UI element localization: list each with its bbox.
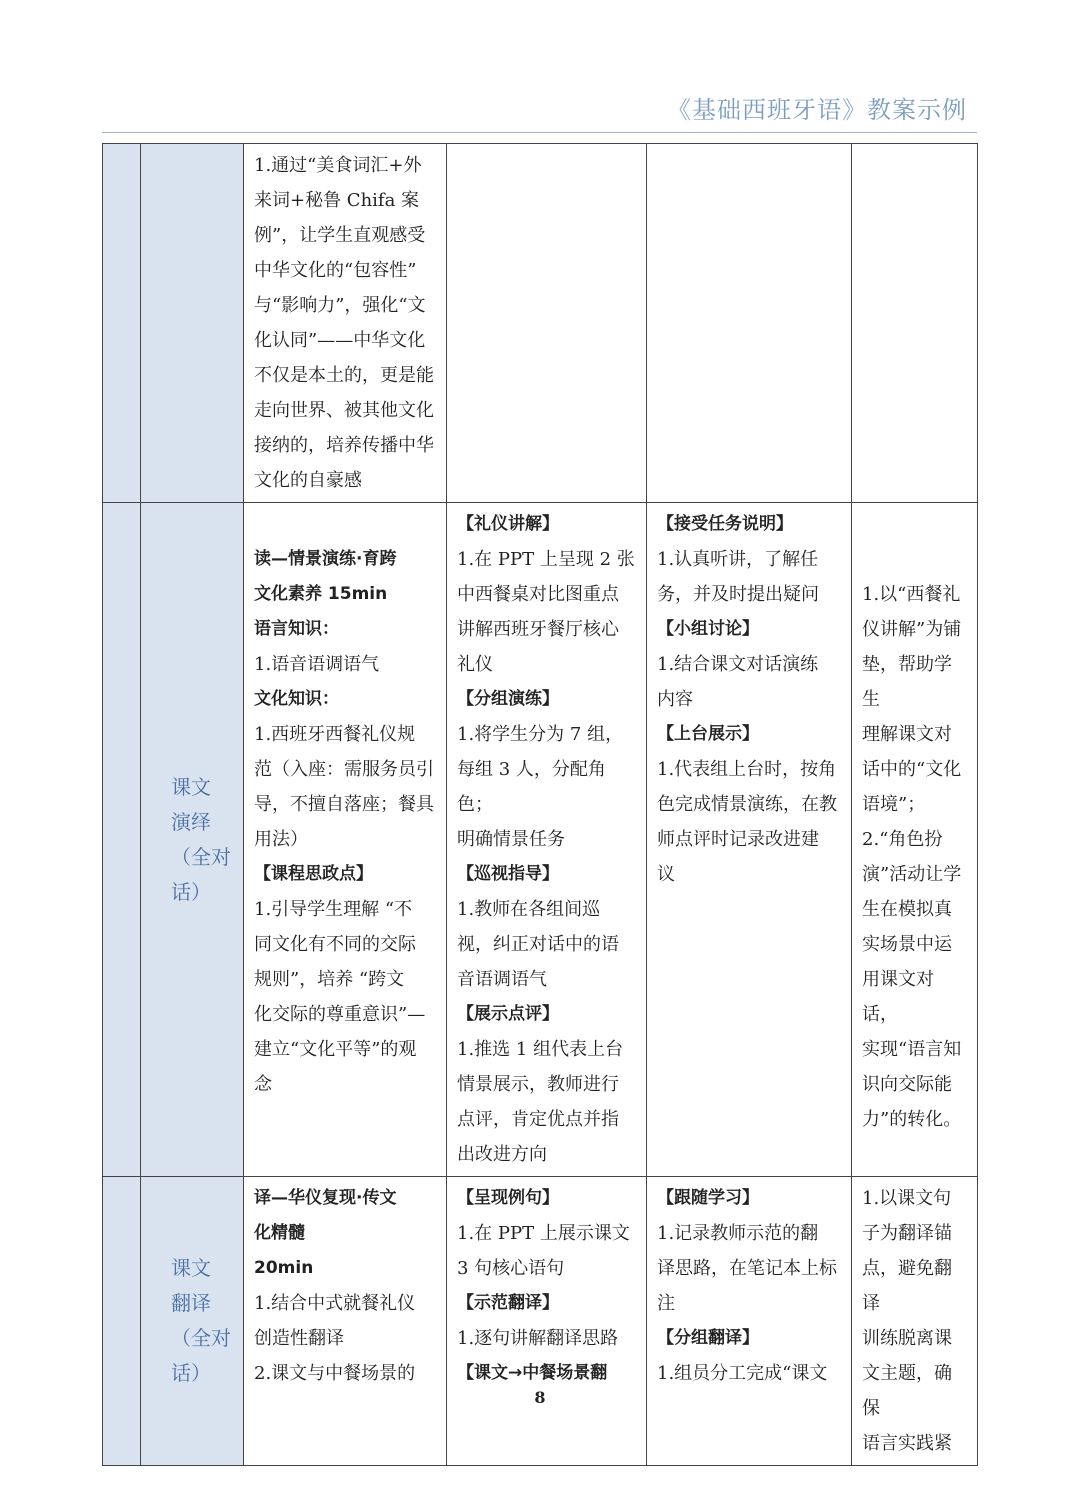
teacher-cell bbox=[447, 1177, 647, 1466]
teacher-line: 【展示点评】 bbox=[457, 1004, 559, 1024]
content-line: 不仅是本土的，更是能 bbox=[254, 365, 434, 386]
stage-column-cell bbox=[103, 144, 141, 503]
intent-cell bbox=[852, 503, 978, 1177]
content-line: 20min bbox=[254, 1258, 314, 1278]
student-line: 【上台展示】 bbox=[657, 724, 759, 744]
student-line: 师点评时记录改进建 bbox=[657, 829, 819, 850]
content-line: 1.通过“美食词汇+外 bbox=[254, 155, 422, 176]
student-line: 议 bbox=[657, 864, 675, 885]
intent-line: 训练脱离课 bbox=[862, 1328, 952, 1349]
teacher-line: 【巡视指导】 bbox=[457, 864, 559, 884]
intent-line: 子为翻译锚 bbox=[862, 1223, 952, 1244]
section-cell bbox=[141, 144, 244, 503]
content-line: 1.语音语调语气 bbox=[254, 654, 380, 675]
student-line: 内容 bbox=[657, 689, 693, 710]
content-cell bbox=[244, 1177, 447, 1466]
intent-line bbox=[862, 507, 969, 542]
section-label-line: （全对 bbox=[171, 844, 231, 869]
content-line: 导，不擅自落座；餐具 bbox=[254, 794, 434, 815]
intent-line: 1.以课文句 bbox=[862, 1188, 952, 1209]
content-line: 中华文化的“包容性” bbox=[254, 260, 417, 281]
content-line: 用法） bbox=[254, 829, 308, 850]
intent-line: 点，避免翻译 bbox=[862, 1258, 952, 1314]
teacher-line: 【呈现例句】 bbox=[457, 1188, 559, 1208]
teacher-line: 中西餐桌对比图重点 bbox=[457, 584, 619, 605]
teacher-line: 1.在 PPT 上展示课文 bbox=[457, 1223, 630, 1244]
student-line: 【跟随学习】 bbox=[657, 1188, 759, 1208]
content-line: 1.西班牙西餐礼仪规 bbox=[254, 724, 416, 745]
content-line: 文化素养 15min bbox=[254, 584, 388, 604]
content-line: 2.课文与中餐场景的 bbox=[254, 1363, 416, 1384]
stage-column-cell bbox=[103, 503, 141, 1177]
section-label-line: 课文 bbox=[171, 774, 211, 799]
teacher-line: 1.在 PPT 上呈现 2 张 bbox=[457, 549, 635, 570]
content-line: 范（入座：需服务员引 bbox=[254, 759, 434, 780]
teacher-line: 每组 3 人，分配角色； bbox=[457, 759, 606, 815]
teacher-line: 1.将学生分为 7 组， bbox=[457, 724, 624, 745]
content-line bbox=[254, 507, 438, 542]
content-line: 走向世界、被其他文化 bbox=[254, 400, 434, 421]
content-line: 读—情景演练·育跨 bbox=[254, 549, 397, 569]
student-line: 务，并及时提出疑问 bbox=[657, 584, 819, 605]
intent-line: 用课文对话， bbox=[862, 969, 934, 1025]
intent-line: 生在模拟真 bbox=[862, 899, 952, 920]
teacher-line: 出改进方向 bbox=[457, 1144, 547, 1165]
student-line: 1.组员分工完成“课文 bbox=[657, 1363, 828, 1384]
student-line: 1.结合课文对话演练 bbox=[657, 654, 819, 675]
teacher-line: 【礼仪讲解】 bbox=[457, 514, 559, 534]
teacher-line: 点评，肯定优点并指 bbox=[457, 1109, 619, 1130]
header-divider bbox=[102, 132, 977, 133]
intent-line: 垫，帮助学生 bbox=[862, 654, 952, 710]
student-line: 1.代表组上台时，按角 bbox=[657, 759, 837, 780]
section-label-line: （全对 bbox=[171, 1326, 231, 1350]
content-line: 念 bbox=[254, 1074, 272, 1095]
intent-cell bbox=[852, 1177, 978, 1466]
content-cell bbox=[244, 503, 447, 1177]
intent-line: 实现“语言知 bbox=[862, 1039, 962, 1060]
student-line: 【接受任务说明】 bbox=[657, 514, 793, 534]
content-line: 同文化有不同的交际 bbox=[254, 934, 416, 955]
section-label-line: 话） bbox=[171, 1361, 211, 1385]
content-line: 化交际的尊重意识”— bbox=[254, 1004, 426, 1025]
content-line: 译—华仪复现·传文 bbox=[254, 1188, 397, 1208]
content-line: 接纳的，培养传播中华 bbox=[254, 435, 434, 456]
section-cell bbox=[141, 503, 244, 1177]
teacher-line: 视，纠正对话中的语 bbox=[457, 934, 619, 955]
content-line: 1.引导学生理解 “不 bbox=[254, 899, 413, 920]
student-line: 色完成情景演练，在教 bbox=[657, 794, 837, 815]
section-label-line: 课文 bbox=[171, 1256, 211, 1280]
intent-line: 话中的“文化 bbox=[862, 759, 962, 780]
content-line: 来词+秘鲁 Chifa 案 bbox=[254, 190, 420, 211]
section-label-line: 话） bbox=[171, 879, 211, 904]
teacher-line: 1.逐句讲解翻译思路 bbox=[457, 1328, 619, 1349]
stage-column-cell bbox=[103, 1177, 141, 1466]
student-line: 1.认真听讲，了解任 bbox=[657, 549, 819, 570]
content-line: 化认同”——中华文化 bbox=[254, 330, 426, 351]
student-cell bbox=[647, 503, 852, 1177]
teacher-line: 1.教师在各组间巡 bbox=[457, 899, 601, 920]
student-cell bbox=[647, 1177, 852, 1466]
table-row bbox=[103, 1177, 978, 1466]
content-line: 1.结合中式就餐礼仪 bbox=[254, 1293, 416, 1314]
intent-cell bbox=[852, 144, 978, 503]
intent-line: 识向交际能 bbox=[862, 1074, 952, 1095]
content-cell bbox=[244, 144, 447, 503]
content-line: 建立“文化平等”的观 bbox=[254, 1039, 417, 1060]
section-label-line: 翻译 bbox=[171, 1291, 211, 1315]
intent-line: 仪讲解”为铺 bbox=[862, 619, 962, 640]
teacher-line: 3 句核心语句 bbox=[457, 1258, 565, 1279]
teacher-line: 【课文→中餐场景翻 bbox=[457, 1363, 608, 1383]
section-label-line: 演绎 bbox=[171, 809, 211, 834]
student-cell bbox=[647, 144, 852, 503]
student-line: 【分组翻译】 bbox=[657, 1328, 759, 1348]
content-line: 【课程思政点】 bbox=[254, 864, 373, 884]
teacher-line: 【示范翻译】 bbox=[457, 1293, 559, 1313]
teacher-cell bbox=[447, 503, 647, 1177]
intent-line: 演”活动让学 bbox=[862, 864, 962, 885]
intent-line: 实场景中运 bbox=[862, 934, 952, 955]
intent-line: 力”的转化。 bbox=[862, 1109, 962, 1130]
content-line: 与“影响力”，强化“文 bbox=[254, 295, 426, 316]
content-line: 语言知识： bbox=[254, 619, 339, 639]
content-line: 文化的自豪感 bbox=[254, 470, 362, 491]
student-line: 【小组讨论】 bbox=[657, 619, 759, 639]
section-cell bbox=[141, 1177, 244, 1466]
teacher-line: 【分组演练】 bbox=[457, 689, 559, 709]
lesson-plan-table bbox=[102, 143, 978, 1466]
content-line: 化精髓 bbox=[254, 1223, 305, 1243]
teacher-line: 音语调语气 bbox=[457, 969, 547, 990]
intent-line: 1.以“西餐礼 bbox=[862, 584, 961, 605]
page-number: 8 bbox=[534, 1388, 546, 1407]
content-line: 规则”，培养 “跨文 bbox=[254, 969, 405, 990]
student-line: 1.记录教师示范的翻 bbox=[657, 1223, 819, 1244]
teacher-line: 1.推选 1 组代表上台 bbox=[457, 1039, 624, 1060]
content-line: 文化知识： bbox=[254, 689, 339, 709]
page-header-title: 《基础西班牙语》教案示例 bbox=[667, 96, 967, 124]
intent-line: 2.“角色扮 bbox=[862, 829, 943, 850]
teacher-line: 礼仪 bbox=[457, 654, 493, 675]
table-row bbox=[103, 144, 978, 503]
intent-line bbox=[862, 542, 969, 577]
student-line: 译思路，在笔记本上标 bbox=[657, 1258, 837, 1279]
teacher-line: 明确情景任务 bbox=[457, 829, 565, 850]
intent-line: 语言实践紧 bbox=[862, 1433, 952, 1454]
content-line: 例”，让学生直观感受 bbox=[254, 225, 426, 246]
intent-line: 语境”； bbox=[862, 794, 926, 815]
content-line: 创造性翻译 bbox=[254, 1328, 344, 1349]
teacher-line: 情景展示，教师进行 bbox=[457, 1074, 619, 1095]
student-line: 注 bbox=[657, 1293, 675, 1314]
intent-line: 文主题，确保 bbox=[862, 1363, 952, 1419]
intent-line: 理解课文对 bbox=[862, 724, 952, 745]
table-row bbox=[103, 503, 978, 1177]
teacher-cell bbox=[447, 144, 647, 503]
teacher-line: 讲解西班牙餐厅核心 bbox=[457, 619, 619, 640]
